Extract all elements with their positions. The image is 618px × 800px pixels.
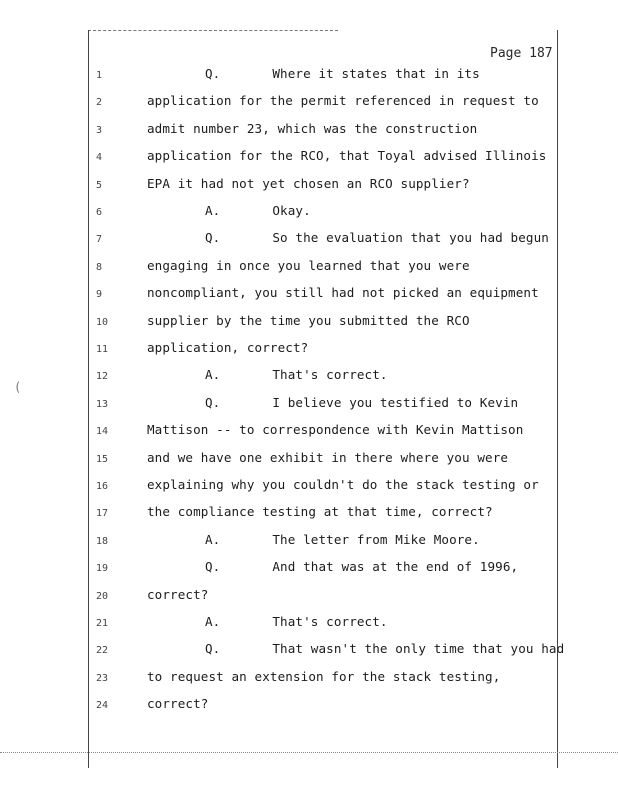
line-body: the compliance testing at that time, correct? — [147, 504, 493, 520]
line-number: 13 — [96, 398, 109, 410]
line-number: 19 — [96, 563, 109, 575]
line-text — [147, 450, 508, 465]
line-text — [147, 176, 470, 191]
line-body: admit number 23, which was the construction — [147, 120, 478, 136]
line-body: correct? — [147, 586, 209, 602]
line-text — [147, 504, 493, 519]
line-text — [147, 422, 523, 437]
scan-mark: ( — [14, 380, 22, 394]
line-body: application for the permit referenced in request to — [147, 93, 539, 109]
line-body: Mattison -- to correspondence with Kevin Mattison — [147, 422, 524, 438]
speaker-label: Q. — [205, 230, 221, 246]
speaker-label: A. — [205, 367, 221, 383]
line-text — [147, 121, 477, 136]
transcript-line — [0, 226, 618, 253]
line-number: 24 — [96, 700, 109, 712]
line-text — [205, 614, 388, 629]
transcript-line — [0, 144, 618, 171]
line-text — [147, 587, 208, 602]
line-text — [147, 258, 470, 273]
speaker-label: A. — [205, 203, 221, 218]
transcript-line — [0, 610, 618, 637]
line-body: That's correct. — [272, 367, 388, 383]
line-number: 1 — [96, 70, 103, 81]
speaker-label: Q. — [205, 641, 221, 657]
line-number: 5 — [96, 179, 103, 191]
transcript-line — [0, 473, 618, 500]
line-number: 11 — [96, 344, 109, 355]
line-number: 2 — [96, 97, 103, 109]
transcript-line — [0, 281, 618, 308]
line-text — [205, 367, 388, 382]
line-number: 8 — [96, 261, 103, 273]
line-text — [205, 641, 564, 656]
line-body: to request an extension for the stack testing, — [147, 668, 501, 684]
transcript-line — [0, 583, 618, 610]
line-number: 9 — [96, 289, 103, 301]
transcript-line — [0, 363, 618, 390]
line-number: 4 — [96, 152, 103, 164]
speaker-label: A. — [205, 614, 221, 629]
transcript-line — [0, 62, 618, 89]
line-number: 22 — [96, 645, 109, 657]
bottom-border — [0, 752, 618, 753]
transcript-line — [0, 555, 618, 582]
line-text — [205, 532, 480, 547]
line-text — [205, 203, 311, 218]
line-number: 6 — [96, 207, 103, 218]
line-text — [205, 395, 518, 410]
transcript-line — [0, 446, 618, 473]
line-text — [147, 696, 208, 711]
line-body: The letter from Mike Moore. — [272, 531, 480, 547]
speaker-label: A. — [205, 531, 221, 547]
line-text — [147, 340, 308, 355]
transcript-line — [0, 391, 618, 418]
speaker-label: Q. — [205, 66, 221, 81]
line-body: And that was at the end of 1996, — [272, 559, 519, 575]
line-text — [147, 93, 539, 108]
line-body: correct? — [147, 696, 209, 712]
line-body: I believe you testified to Kevin — [272, 394, 519, 410]
line-body: That's correct. — [272, 614, 388, 629]
line-body: Okay. — [272, 203, 311, 218]
line-body: explaining why you couldn't do the stack testing or — [147, 477, 539, 492]
transcript-line — [0, 692, 618, 719]
line-number: 14 — [96, 426, 109, 438]
transcript-line — [0, 528, 618, 555]
line-text — [147, 669, 500, 684]
line-body: That wasn't the only time that you had — [272, 641, 565, 657]
line-body: EPA it had not yet chosen an RCO supplier? — [147, 175, 470, 191]
line-text — [147, 477, 539, 492]
line-number: 17 — [96, 508, 109, 520]
transcript-line — [0, 117, 618, 144]
page-number-label: Page 187 — [490, 46, 553, 61]
line-body: application, correct? — [147, 340, 309, 355]
line-number: 16 — [96, 481, 109, 492]
line-text — [205, 66, 480, 81]
line-number: 10 — [96, 316, 109, 328]
line-number: 23 — [96, 672, 109, 684]
speaker-label: Q. — [205, 394, 221, 410]
line-text — [147, 285, 539, 300]
line-number: 15 — [96, 453, 109, 465]
transcript-line — [0, 172, 618, 199]
line-body: supplier by the time you submitted the RCO — [147, 312, 470, 328]
transcript-line — [0, 336, 618, 363]
transcript-line — [0, 418, 618, 445]
line-number: 12 — [96, 371, 109, 383]
line-body: application for the RCO, that Toyal advised Illinois — [147, 148, 547, 164]
line-number: 21 — [96, 618, 109, 629]
transcript-line — [0, 309, 618, 336]
transcript-line — [0, 637, 618, 664]
speaker-label: Q. — [205, 559, 221, 575]
line-text — [205, 230, 549, 245]
transcript-line — [0, 199, 618, 226]
line-number: 20 — [96, 590, 109, 602]
line-body: engaging in once you learned that you were — [147, 257, 470, 273]
transcript-line — [0, 665, 618, 692]
line-number: 18 — [96, 535, 109, 547]
line-body: and we have one exhibit in there where you were — [147, 449, 509, 465]
top-border — [88, 30, 338, 31]
line-body: Where it states that in its — [272, 66, 480, 81]
transcript-line — [0, 254, 618, 281]
line-number: 3 — [96, 124, 103, 136]
line-text — [147, 313, 470, 328]
line-text — [147, 148, 546, 163]
line-number: 7 — [96, 234, 103, 246]
transcript-line — [0, 500, 618, 527]
line-text — [205, 559, 518, 574]
transcript-line — [0, 89, 618, 116]
line-body: So the evaluation that you had begun — [272, 230, 549, 246]
line-body: noncompliant, you still had not picked an equipment — [147, 285, 539, 301]
